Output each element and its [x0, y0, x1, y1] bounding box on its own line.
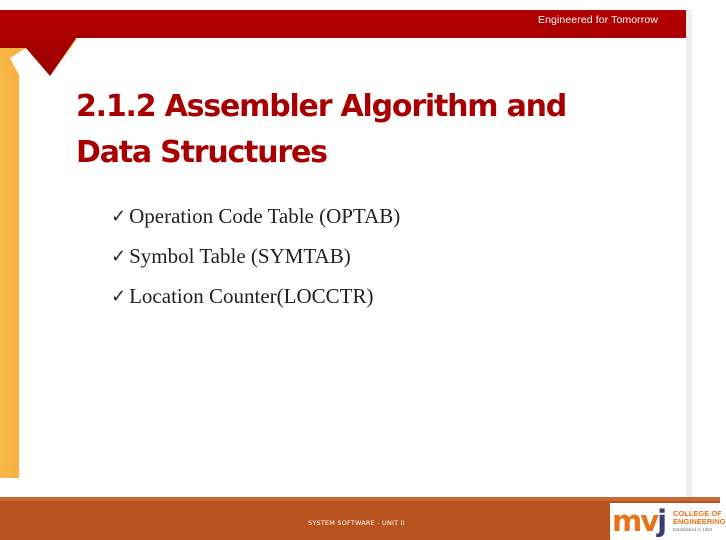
- bullet-text: Symbol Table (SYMTAB): [129, 243, 351, 268]
- slide-title: [76, 84, 566, 176]
- footer-band-highlight: [0, 497, 720, 501]
- logo-text: [673, 510, 726, 533]
- check-icon: ✓: [111, 285, 127, 307]
- bullet-list: [111, 196, 400, 316]
- logo-mark: [612, 503, 665, 539]
- check-icon: ✓: [111, 245, 127, 267]
- college-logo: [610, 503, 726, 540]
- logo-mark-mv: mv: [612, 504, 658, 538]
- logo-line-established: Established in 1982: [673, 527, 713, 532]
- footer-course-label: SYSTEM SOFTWARE - UNIT II: [308, 519, 405, 527]
- right-shadow: [686, 10, 692, 500]
- logo-line-engineering: ENGINEERING: [673, 517, 726, 526]
- slide-title-line-2: Data Structures: [76, 135, 327, 170]
- bullet-item-locctr: [111, 276, 400, 316]
- header-tagline: Engineered for Tomorrow: [538, 14, 658, 26]
- bullet-item-optab: [111, 196, 400, 236]
- bullet-item-symtab: [111, 236, 400, 276]
- check-icon: ✓: [111, 205, 127, 227]
- bullet-text: Operation Code Table (OPTAB): [129, 203, 401, 228]
- logo-line-college-of: COLLEGE OF: [673, 509, 722, 518]
- logo-mark-j: j: [657, 504, 666, 538]
- bullet-text: Location Counter(LOCCTR): [129, 283, 374, 308]
- slide-title-line-1: 2.1.2 Assembler Algorithm and: [76, 89, 567, 124]
- left-accent-strip: [0, 38, 76, 478]
